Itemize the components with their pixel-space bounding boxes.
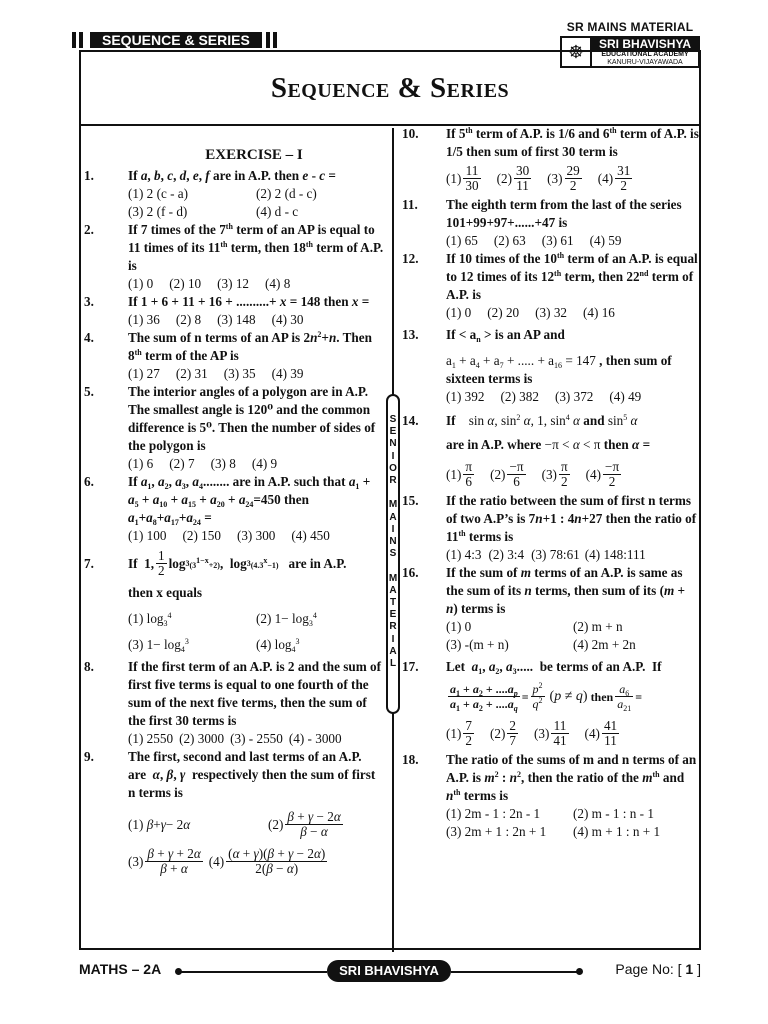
decor-bar — [72, 32, 76, 48]
option-4: (4) 450 — [291, 528, 330, 543]
option-2: (2) $\frac{\beta + \gamma - 2\alpha}{\beta - \alpha}$ — [268, 809, 341, 839]
option-4: (4) d - c — [256, 204, 299, 219]
side-label-letter: E — [389, 609, 397, 621]
footer-line — [451, 971, 579, 973]
option-4: (4) 2m + 2n — [573, 637, 636, 652]
option-3: (3) - 2550 — [230, 731, 283, 746]
question-stem: If $a_1$, $a_2$, $a_3$, $a_4$........ are in A.P. such that $a_1 + a_5 + a_{10} + a_{15} + a_{20} + a_{24}=450$ then $a_1+a_8+a_{17}+a_{24}$ = — [128, 474, 371, 527]
question-17 — [402, 658, 700, 751]
option-2: (2) 20 — [487, 305, 520, 320]
option-1: (1) $\frac{11}{30}$ — [446, 163, 479, 193]
question-stem-2: $a_1 + a_4 + a_7$ + ..... + $a_{16} = 147$ , then sum of sixteen terms is — [446, 353, 672, 386]
option-1: (1) 6 — [128, 456, 154, 471]
option-1: (1) β + γ − 2 α — [128, 816, 191, 832]
footer-subject: MATHS – 2A — [79, 961, 162, 977]
option-4: (4) 30 — [271, 312, 304, 327]
option-3: (3) -(m + n) — [446, 637, 509, 652]
option-2: (2) 3:4 — [488, 547, 525, 562]
question-5 — [84, 383, 384, 473]
question-number: 16. — [402, 565, 419, 580]
left-column — [84, 146, 384, 879]
question-stem: If the first term of an A.P. is 2 and the sum of first five terms is equal to one fourth of the sum of the next five terms, then the sum of the first 30 terms is — [128, 659, 381, 728]
question-number: 2. — [84, 222, 94, 237]
question-3 — [84, 293, 384, 329]
option-1: (1) 2550 — [128, 731, 174, 746]
question-stem: The sum of n terms of an AP is $2n^2+n$. Then 8th term of the AP is — [128, 330, 372, 363]
question-stem: If a, b, c, d, e, f are in A.P. then e - c = — [128, 168, 336, 183]
option-4: (4) 9 — [251, 456, 278, 471]
side-label-letter: M — [388, 499, 398, 511]
title-band — [81, 52, 699, 126]
brand-sub: EDUCATIONAL ACADEMY — [601, 51, 689, 58]
question-number: 7. — [84, 556, 94, 571]
footer-brand: SRI BHAVISHYA — [327, 960, 451, 982]
question-number: 13. — [402, 327, 419, 342]
question-stem: If 5th term of A.P. is 1/6 and 6th term of A.P. is 1/5 then sum of first 30 term is — [446, 126, 699, 159]
side-label — [386, 394, 400, 714]
option-4: (4) $\frac{31}{2}$ — [597, 163, 631, 193]
side-label-letter: T — [389, 597, 397, 609]
question-stem: If the sum of m terms of an A.P. is same as the sum of its n terms, then sum of its (m + n) terms is — [446, 565, 686, 616]
option-2: (2) $1- \log_3^4$ — [256, 611, 317, 628]
question-stem: The eighth term from the last of the series 101+99+97+......+47 is — [446, 197, 682, 230]
side-label-letter: R — [389, 475, 397, 487]
option-4: (4) $\frac{(\alpha + \gamma)(\beta + \gamma - 2\alpha)}{2(\beta - \alpha)}$ — [208, 846, 326, 876]
option-3: (3) $\frac{11}{41}$ — [533, 718, 567, 748]
side-label-letter: E — [389, 426, 397, 438]
option-2: (2) 150 — [182, 528, 221, 543]
option-1: (1) 65 — [446, 233, 478, 248]
footer-dot — [576, 968, 583, 975]
option-3: (3) 148 — [217, 312, 256, 327]
question-stem: The interior angles of a polygon are in A.P. The smallest angle is 120⁰ and the common difference is 5⁰. Then the number of sides of the polygon is — [128, 384, 376, 453]
option-2: (2) $\frac{2}{7}$ — [489, 718, 516, 748]
option-2: (2) 31 — [175, 366, 208, 381]
question-stem: $If < a_n$ > is an AP and — [446, 327, 565, 344]
question-8 — [84, 658, 384, 748]
question-6 — [84, 473, 384, 545]
option-4: (4) 8 — [265, 276, 291, 291]
decor-bar — [273, 32, 277, 48]
side-label-letter: R — [389, 621, 397, 633]
option-2: (2) m - 1 : n - 1 — [573, 806, 654, 821]
question-number: 11. — [402, 197, 418, 212]
question-number: 14. — [402, 413, 419, 428]
section-label: SEQUENCE & SERIES — [90, 32, 262, 48]
question-number: 1. — [84, 168, 94, 183]
option-4: (4) - 3000 — [288, 731, 342, 746]
option-3: (3) 8 — [210, 456, 236, 471]
question-stem: If the ratio between the sum of first n terms of two A.P’s is 7n+1 : 4n+27 then the ratio of 11th terms is — [446, 493, 697, 544]
option-1: (1) 392 — [446, 389, 485, 404]
option-4: (4) $\frac{-\pi}{2}$ — [585, 459, 620, 489]
option-1: (1) 0 — [446, 305, 472, 320]
question-number: 18. — [402, 752, 419, 767]
option-4: (4) $\log_4^3$ — [256, 637, 300, 654]
question-number: 9. — [84, 749, 94, 764]
option-1: (1) 2 (c - a) — [128, 186, 189, 201]
question-stem: If 1 + 6 + 11 + 16 + ..........+ x = 148 then x = — [128, 294, 370, 309]
question-stem-2: are in A.P. where −π < α < π then α = — [446, 437, 651, 452]
option-1: (1) 0 — [128, 276, 154, 291]
option-1: (1) $\frac{7}{2}$ — [446, 718, 472, 748]
side-label-letter: M — [388, 572, 398, 584]
option-2: (2) 2 (d - c) — [256, 186, 317, 201]
option-4: (4) 148:111 — [584, 547, 646, 562]
option-1: (1) $\log_3^4$ — [128, 611, 172, 628]
question-number: 10. — [402, 126, 419, 141]
question-12 — [402, 250, 700, 322]
option-1: (1) 100 — [128, 528, 167, 543]
question-15 — [402, 492, 700, 564]
question-18 — [402, 751, 700, 841]
exercise-title: EXERCISE – I — [205, 147, 303, 163]
side-label-letter: O — [389, 462, 397, 474]
option-1: (1) 4:3 — [446, 547, 482, 562]
brand-top-text: SR MAINS MATERIAL — [566, 20, 694, 34]
academy-seal-icon: ☸ — [562, 38, 592, 66]
option-2: (2) 7 — [169, 456, 195, 471]
option-3: (3) 300 — [236, 528, 276, 543]
question-7 — [84, 549, 384, 654]
side-label-letter: A — [389, 511, 397, 523]
question-4 — [84, 329, 384, 383]
question-stem: If 1, $\frac{1}{2}$ log 3 $(3^{1-x}+2)$ , log 3 $(4.3^x-1)$ are in A.P. — [128, 548, 347, 578]
question-number: 6. — [84, 474, 94, 489]
option-3: (3) 61 — [541, 233, 574, 248]
question-9 — [84, 748, 384, 879]
option-1: (1) 27 — [128, 366, 160, 381]
option-3: (3) $\frac{\pi}{2}$ — [541, 459, 568, 489]
option-1: (1) 36 — [128, 312, 160, 327]
option-3: (3) $\frac{29}{2}$ — [547, 163, 580, 193]
option-1: (1) 0 — [446, 619, 472, 634]
right-column — [402, 125, 700, 841]
option-2: (2) $\frac{-\pi}{6}$ — [490, 459, 524, 489]
brand-name: SRI BHAVISHYA — [592, 37, 698, 51]
option-2: (2) $\frac{30}{11}$ — [496, 163, 530, 193]
option-3: (3) $1- \log_4^3$ — [128, 637, 189, 654]
option-3: (3) 12 — [217, 276, 250, 291]
side-label-letter: I — [391, 450, 395, 462]
option-4: (4) 39 — [271, 366, 304, 381]
question-14 — [402, 412, 700, 492]
question-tail: then x equals — [128, 585, 203, 600]
option-2: (2) 10 — [169, 276, 202, 291]
option-2: (2) 382 — [500, 389, 539, 404]
option-3: (3) $\frac{\beta + \gamma + 2\alpha}{\beta + \alpha}$ — [128, 846, 201, 876]
option-4: (4) 16 — [583, 305, 615, 320]
option-1: (1) 2m - 1 : 2n - 1 — [446, 806, 541, 821]
question-condition: $\frac{a_1 + a_2 + ....a_p}{a_1 + a_2 + ....a_q}$ = $\frac{p^2}{q^2}$ (p ≠ q) then $\frac{a_6}{a_{21}}$ = — [450, 681, 643, 713]
decor-bar — [266, 32, 270, 48]
question-stem: If sin α, $\sin^2 \alpha$, 1, $\sin^4 \alpha$ and $\sin^5 \alpha$ — [446, 413, 638, 428]
side-label-letter: A — [389, 584, 397, 596]
option-4: (4) $\frac{41}{11}$ — [584, 718, 618, 748]
question-number: 17. — [402, 659, 419, 674]
page-number: Page No: [ 1 ] — [615, 961, 701, 977]
option-3: (3) 372 — [554, 389, 594, 404]
side-label-letter — [392, 487, 395, 499]
footer-line — [179, 971, 327, 973]
question-number: 5. — [84, 384, 94, 399]
question-10 — [402, 125, 700, 196]
option-4: (4) 49 — [609, 389, 642, 404]
question-number: 8. — [84, 659, 94, 674]
decor-bar — [79, 32, 83, 48]
section-label-band — [72, 31, 312, 49]
option-3: (3) 35 — [223, 366, 256, 381]
option-3: (3) 32 — [535, 305, 568, 320]
question-1 — [84, 167, 384, 221]
side-label-letter: L — [389, 658, 397, 670]
option-3: (3) 2 (f - d) — [128, 204, 188, 219]
question-11 — [402, 196, 700, 250]
side-label-letter: S — [389, 414, 397, 425]
question-stem: Let $a_1$, $a_2$, $a_3$..... be terms of an A.P. If — [446, 659, 662, 676]
side-label-letter — [392, 560, 395, 572]
question-stem: If 7 times of the 7th term of an AP is equal to 11 times of its 11th term, then 18th term of A.P. is — [128, 222, 384, 273]
question-13 — [402, 326, 700, 406]
side-label-letter: N — [389, 438, 397, 450]
brand-city: KANURU-VIJAYAWADA — [607, 59, 683, 66]
question-stem: The first, second and last terms of an A.P. are α, β, γ respectively then the sum of first n terms is — [128, 749, 376, 800]
side-label-letter: A — [389, 645, 397, 657]
question-stem: If 10 times of the 10th term of an A.P. is equal to 12 times of its 12th term, then 22nd term of A.P. is — [446, 251, 698, 302]
question-number: 4. — [84, 330, 94, 345]
option-4: (4) m + 1 : n + 1 — [573, 824, 661, 839]
question-16 — [402, 564, 700, 654]
option-2: (2) 3000 — [179, 731, 225, 746]
option-2: (2) m + n — [573, 619, 623, 634]
option-1: (1) $\frac{\pi}{6}$ — [446, 459, 473, 489]
question-number: 12. — [402, 251, 419, 266]
question-number: 3. — [84, 294, 94, 309]
side-label-letter: S — [389, 548, 397, 560]
option-2: (2) 63 — [493, 233, 526, 248]
footer — [79, 958, 701, 982]
side-label-letter: I — [391, 523, 395, 535]
page-title: Sequence & Series — [270, 71, 510, 104]
option-3: (3) 2m + 1 : 2n + 1 — [446, 824, 547, 839]
option-3: (3) 78:61 — [531, 547, 580, 562]
question-2 — [84, 221, 384, 293]
option-4: (4) 59 — [589, 233, 622, 248]
option-2: (2) 8 — [175, 312, 202, 327]
question-number: 15. — [402, 493, 419, 508]
side-label-letter: I — [391, 633, 395, 645]
side-label-letter: N — [389, 536, 397, 548]
question-stem: The ratio of the sums of m and n terms of an A.P. is $m^2$ : $n^2$, then the ratio of the $m^{th}$ and $n^{th}$ terms is — [446, 752, 697, 803]
